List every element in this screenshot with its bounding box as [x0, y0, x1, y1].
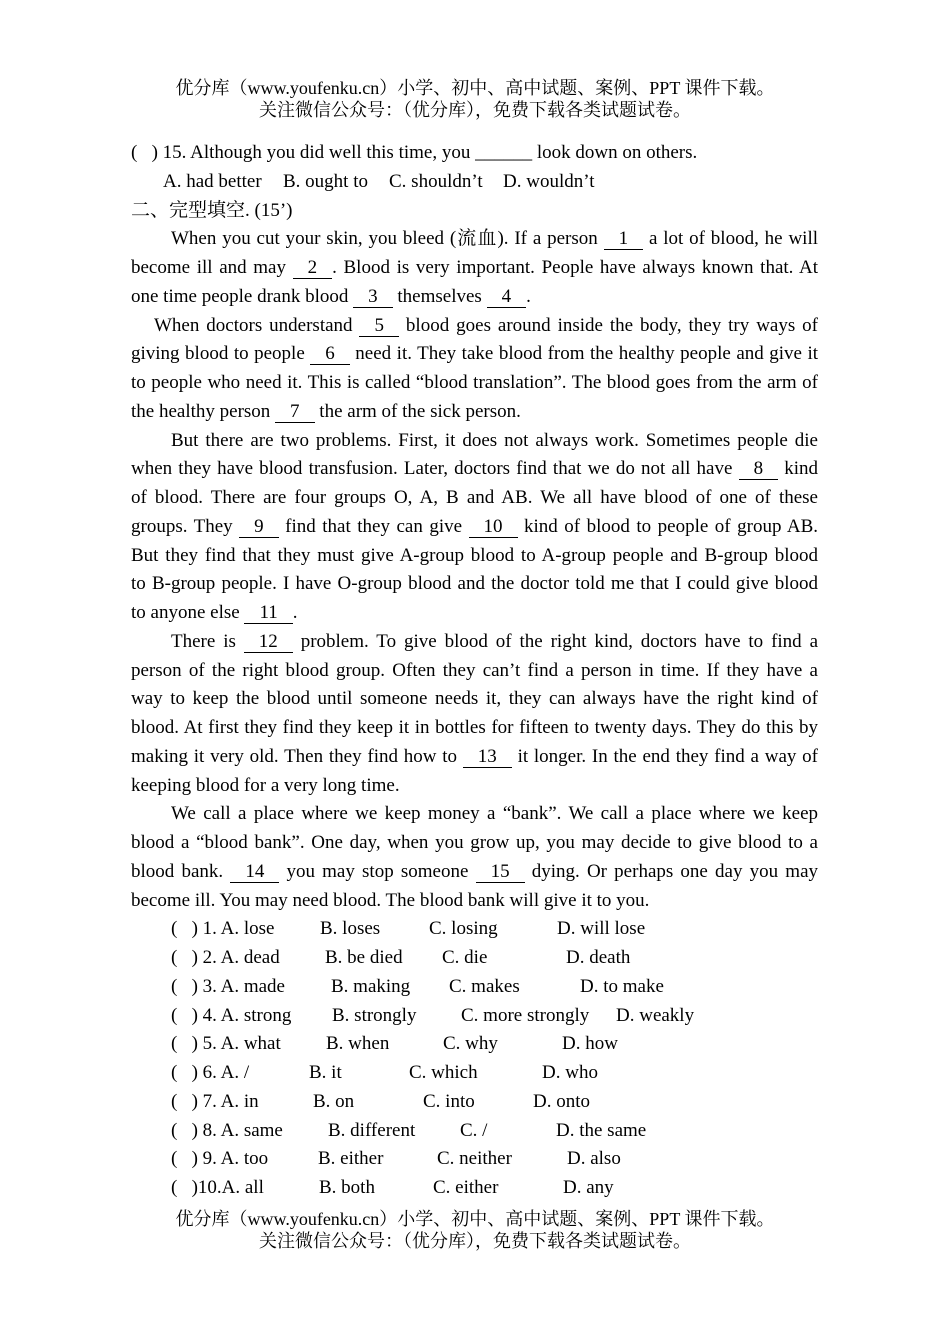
option-a: A. / [220, 1062, 250, 1083]
passage-text: giving blood to people [131, 343, 305, 365]
option-a: A. lose [220, 918, 275, 940]
passage-text: kind [784, 458, 819, 480]
passage-line [131, 599, 818, 628]
blank-15: 15 [476, 861, 525, 883]
question-1 [131, 915, 818, 944]
passage-text: a lot of blood, he will [648, 228, 819, 250]
option-a: A. same [220, 1119, 283, 1141]
passage-text: the arm of the sick person. [319, 400, 521, 422]
option-b: B. both [319, 1177, 375, 1198]
footer-line-2: 关注微信公众号：（优分库），免费下载各类试题试卷。 [259, 1231, 691, 1251]
blank-7: 7 [275, 401, 315, 423]
option-a: A. strong [220, 1004, 292, 1026]
passage-text: We call a place where we keep money a “bank”. We call a place where we keep [171, 803, 818, 825]
passage-line [131, 312, 818, 341]
option-a: A. what [220, 1033, 281, 1055]
question-9 [131, 1145, 818, 1174]
passage-text: When doctors understand [154, 314, 353, 336]
passage-line [131, 398, 818, 427]
passage-text: it longer. In the end they find a way of [517, 745, 819, 767]
blank-9: 9 [239, 516, 279, 538]
passage-text: kind of blood to people of group AB. [524, 515, 819, 537]
option-d: D. who [542, 1062, 598, 1083]
option-b: B. ought to [283, 170, 368, 192]
passage-text: blood. At first they find they keep it in bottles for fifteen to twenty days. They do this by [131, 717, 818, 738]
passage-text: problem. To give blood of the right kind, doctors have to find a [300, 630, 819, 652]
option-c: C. die [442, 947, 488, 968]
footer-line-1: 优分库（www.youfenku.cn）小学、初中、高中试题、案例、PPT 课件下载。 [175, 1209, 775, 1229]
option-c: C. makes [449, 975, 520, 997]
passage-text: when they have blood transfusion. Later, doctors find that we do not all have [131, 458, 733, 480]
option-b: B. either [318, 1148, 384, 1170]
option-c: C. either [433, 1177, 499, 1198]
passage-text: blood a “blood bank”. One day, when you grow up, you may decide to give blood to a [131, 832, 818, 853]
blank-4: 4 [487, 286, 527, 308]
question-4 [131, 1002, 818, 1031]
blank-3: 3 [353, 286, 393, 308]
passage-text: of blood. There are four groups O, A, B and AB. We all have blood of one of these [131, 487, 818, 508]
section-title: 二、完型填空. (15’) [131, 199, 293, 221]
passage-text: But they find that they must give A-group blood to A-group people and B-group blood [131, 544, 818, 566]
option-a: A. dead [220, 947, 280, 968]
passage-line [131, 455, 818, 484]
question-label: ( ) 2. [171, 947, 217, 968]
passage-line [131, 887, 818, 916]
option-a: A. in [220, 1090, 259, 1112]
passage-text: groups. They [131, 515, 233, 537]
option-b: B. strongly [332, 1004, 417, 1026]
blank-12: 12 [244, 631, 293, 653]
option-b: B. on [313, 1090, 355, 1112]
option-d: D. how [562, 1033, 618, 1055]
passage-text: find that they can give [285, 515, 463, 537]
header-line-1: 优分库（www.youfenku.cn）小学、初中、高中试题、案例、PPT 课件下载。 [175, 78, 775, 98]
passage-text: There is [171, 630, 236, 652]
passage-paragraph-3 [131, 427, 818, 628]
option-d: D. also [567, 1148, 621, 1170]
passage-line [131, 628, 818, 657]
passage-text: blood goes around inside the body, they try ways of [405, 314, 818, 336]
passage-text: . [526, 285, 531, 307]
option-a: A. had better [163, 170, 262, 192]
question-8 [131, 1117, 818, 1146]
question-5 [131, 1030, 818, 1059]
option-a: A. made [220, 975, 285, 997]
option-a: A. too [220, 1148, 269, 1170]
passage-line [131, 657, 818, 686]
passage-line [131, 369, 818, 398]
option-b: B. loses [320, 918, 381, 940]
passage-paragraph-4 [131, 628, 818, 801]
option-b: B. different [328, 1119, 416, 1141]
option-a: A. all [221, 1177, 264, 1198]
passage-line [131, 340, 818, 369]
passage-line [131, 714, 818, 743]
question-6 [131, 1059, 818, 1088]
passage-text: . Blood is very important. People have always known that. At [332, 257, 819, 278]
blank-5: 5 [359, 315, 399, 337]
passage-line [131, 225, 818, 254]
option-b: B. it [309, 1062, 342, 1083]
option-c: C. into [423, 1090, 475, 1112]
option-c: C. neither [437, 1148, 512, 1170]
blank-14: 14 [230, 861, 279, 883]
passage-text: . [292, 602, 298, 623]
passage-text: themselves [397, 285, 482, 307]
question-15 [131, 139, 818, 168]
question-label: ( ) 4. [171, 1004, 217, 1026]
blank-8: 8 [739, 458, 779, 480]
passage-line [131, 772, 818, 801]
passage-line [131, 743, 818, 772]
passage-text: need it. They take blood from the healthy people and give it [355, 343, 819, 365]
question-label: ( )10. [171, 1177, 222, 1198]
question-label: ( ) 5. [171, 1033, 217, 1055]
page-footer [0, 1208, 950, 1252]
option-c: C. shouldn’t [389, 170, 483, 192]
question-10 [131, 1174, 818, 1203]
option-d: D. will lose [557, 918, 646, 940]
passage-text: the healthy person [131, 400, 271, 422]
passage-line [131, 800, 818, 829]
passage-paragraph-2 [131, 312, 818, 427]
passage-line [131, 542, 818, 571]
question-7 [131, 1088, 818, 1117]
passage-text: blood bank. [131, 860, 224, 882]
blank-1: 1 [604, 228, 644, 250]
passage-text: When you cut your skin, you bleed (流血). If a person [171, 228, 598, 250]
passage-line [131, 829, 818, 858]
option-d: D. weakly [616, 1004, 695, 1026]
option-d: D. any [563, 1177, 614, 1198]
passage-text: become ill and may [131, 257, 286, 278]
passage-text: to anyone else [131, 602, 240, 623]
question-2 [131, 944, 818, 973]
passage-text: making it very old. Then they find how to [131, 745, 458, 767]
passage-text: person of the right blood group. Often they can’t find a person in time. If they have a [131, 659, 818, 681]
passage-paragraph-5 [131, 800, 818, 915]
passage-text: keeping blood for a very long time. [131, 774, 400, 796]
passage-line [131, 685, 818, 714]
question-label: ( ) 7. [171, 1090, 217, 1112]
blank-2: 2 [293, 257, 333, 279]
blank-10: 10 [469, 516, 518, 538]
option-d: D. wouldn’t [503, 170, 595, 192]
passage-text: to people who need it. This is called “blood translation”. The blood goes from the arm of [131, 372, 818, 393]
question-label: ( ) 1. [171, 918, 217, 940]
option-d: D. the same [556, 1119, 647, 1141]
blank-13: 13 [463, 746, 512, 768]
question-label: ( ) 6. [171, 1062, 217, 1083]
question-15-options [131, 168, 818, 197]
passage-line [131, 513, 818, 542]
passage-line [131, 570, 818, 599]
passage-text: But there are two problems. First, it does not always work. Sometimes people die [171, 429, 818, 451]
passage-text: you may stop someone [286, 860, 469, 882]
passage-line [131, 858, 818, 887]
passage-line [131, 427, 818, 456]
option-c: C. losing [429, 918, 498, 940]
question-label: ( ) 8. [171, 1119, 217, 1141]
answer-bracket: ( ) [131, 142, 158, 163]
passage-text: to B-group people. I have O-group blood and the doctor told me that I could give blood [131, 573, 818, 595]
passage-line [131, 283, 818, 312]
passage-text: way to keep the blood until someone needs it, they can always have the right kind of [131, 688, 818, 710]
option-d: D. onto [533, 1090, 590, 1112]
exam-content [131, 139, 818, 1203]
passage-line [131, 484, 818, 513]
passage-paragraph-1 [131, 225, 818, 311]
option-b: B. making [331, 975, 411, 997]
question-label: ( ) 9. [171, 1148, 217, 1170]
option-b: B. when [326, 1033, 390, 1055]
option-d: D. to make [580, 975, 664, 997]
blank-11: 11 [244, 602, 292, 624]
question-label: ( ) 3. [171, 975, 217, 997]
passage-line [131, 254, 818, 283]
option-c: C. which [409, 1062, 478, 1083]
passage-text: one time people drank blood [131, 285, 349, 307]
question-3 [131, 973, 818, 1002]
question-list [131, 915, 818, 1203]
question-stem: 15. Although you did well this time, you ______ look down on others. [162, 142, 698, 163]
passage-text: become ill. You may need blood. The blood bank will give it to you. [131, 889, 650, 911]
option-b: B. be died [325, 947, 403, 968]
option-d: D. death [566, 947, 631, 968]
blank-6: 6 [310, 343, 350, 365]
option-c: C. / [460, 1119, 488, 1141]
passage-text: dying. Or perhaps one day you may [531, 860, 819, 882]
option-c: C. more strongly [461, 1004, 590, 1026]
option-c: C. why [443, 1033, 498, 1055]
page-header [0, 77, 950, 121]
header-line-2: 关注微信公众号：（优分库），免费下载各类试题试卷。 [259, 100, 691, 120]
